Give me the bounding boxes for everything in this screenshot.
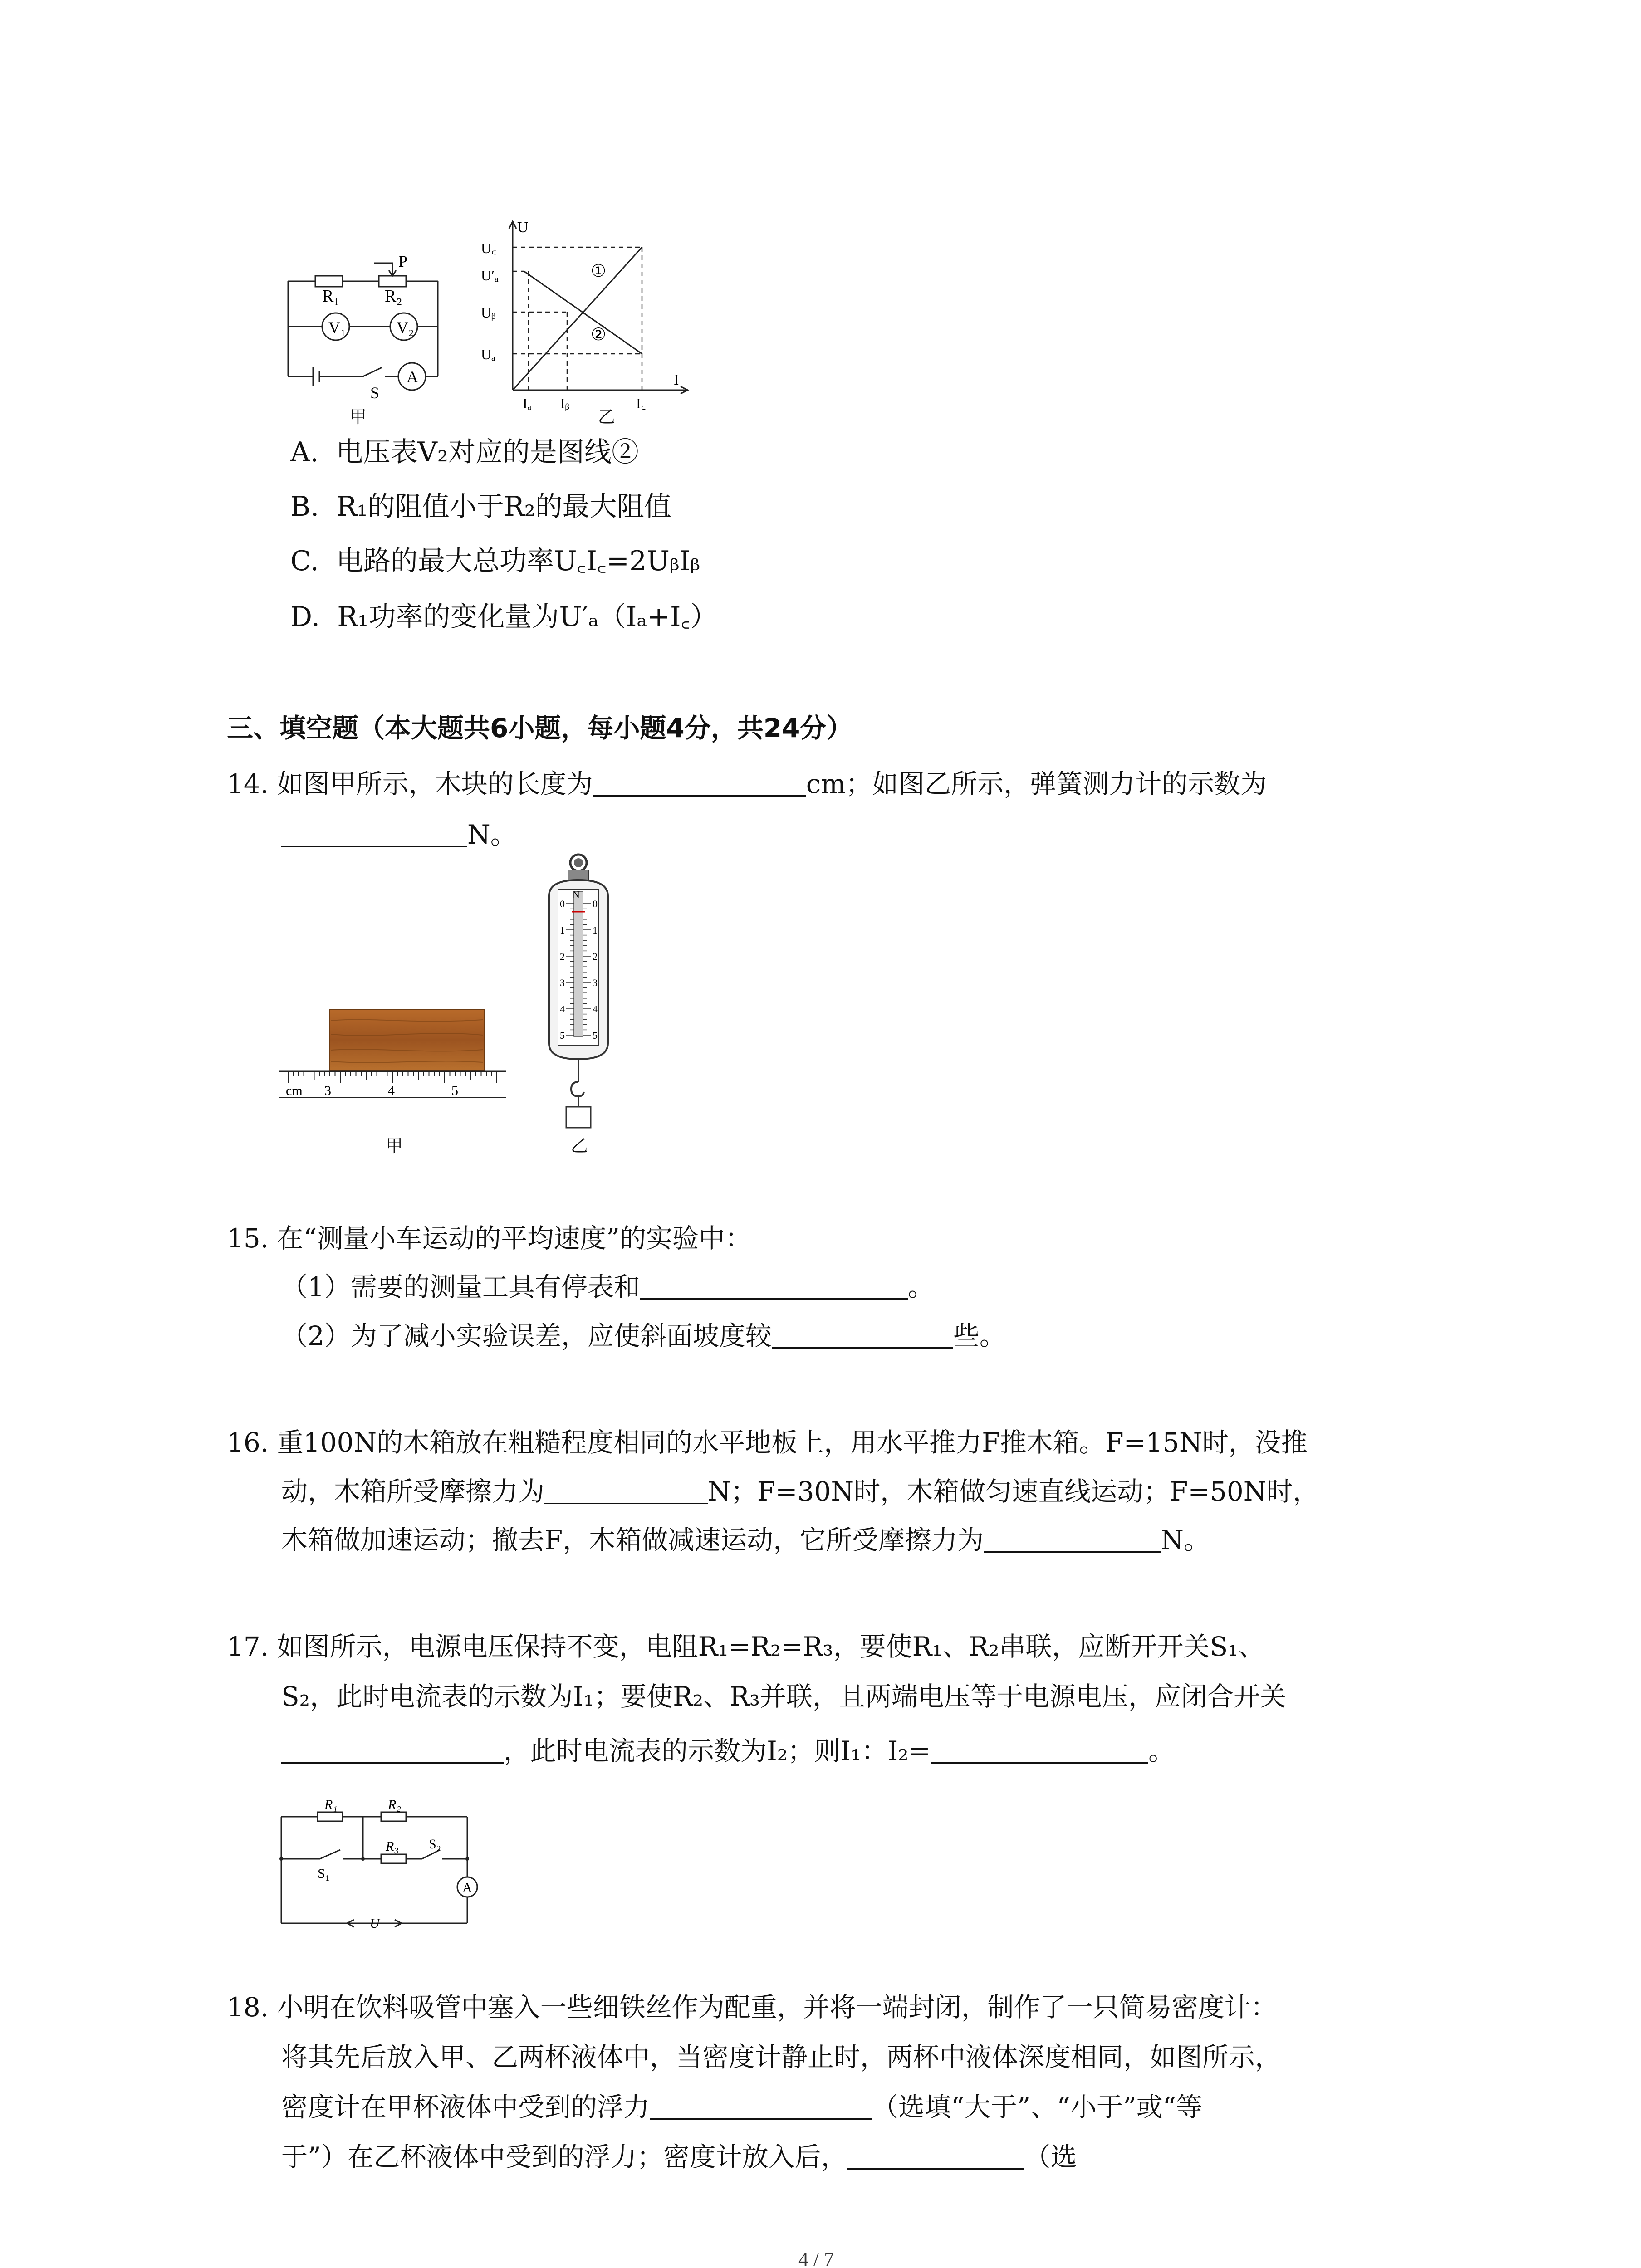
scale-tick-label: 4 [560,1003,565,1015]
q14-line2 [281,816,517,853]
q15-part2-text: （2）为了减小实验误差，应使斜面坡度较 [281,1320,772,1351]
ruler-tick-3: 3 [324,1083,331,1098]
option-text: 电路的最大总功率U꜀I꜀=2UᵦIᵦ [336,545,700,577]
uc-label: U꜀ [481,240,497,256]
q15-part1-text: （1）需要的测量工具有停表和 [281,1271,640,1302]
option-a [290,433,639,471]
q14-line1 [227,766,1267,802]
ui-graph-yi [472,213,699,413]
circuit-figure-jia [281,245,454,408]
q17-r1-label: R₁ [324,1797,338,1812]
option-text: 电压表V₂对应的是图线② [336,436,639,468]
spring-scale-figure [540,853,617,1134]
scale-tick-label: 1 [593,924,598,936]
i-axis-label: I [674,371,679,388]
r1-label: R₁ [322,287,340,306]
q14-text: 14. 如图甲所示，木块的长度为 [227,768,593,799]
q14-caption-yi: 乙 [571,1137,588,1156]
figure-caption-jia: 甲 [349,408,367,427]
r2-label: R₂ [385,287,402,306]
line-1-label: ① [591,262,607,281]
q16-text: 木箱做加速运动；撤去F，木箱做减速运动，它所受摩擦力为 [281,1525,984,1555]
option-letter: D. [290,601,320,633]
option-text: R₁功率的变化量为U′ₐ（Iₐ+I꜀） [337,601,718,633]
q17-s1-label: S₁ [318,1866,330,1881]
q17-r2-label: R₂ [388,1797,401,1812]
q14-caption-jia: 甲 [386,1137,403,1156]
q17-ammeter-label: A [462,1880,472,1895]
voltmeter-v1-label: V₁ [328,318,346,337]
option-b [290,488,671,526]
q18-text: 于”）在乙杯液体中受到的浮力；密度计放入后， [281,2141,847,2172]
scale-tick-label: 2 [560,951,565,962]
q15-part2 [281,1318,1006,1354]
ub-label: Uᵦ [481,304,496,321]
q18-text: （选 [1024,2141,1077,2172]
q17-line3 [281,1733,1175,1769]
q16-line2 [281,1473,1319,1510]
ua-label: Uₐ [481,346,495,362]
ruler-tick-5: 5 [451,1083,458,1098]
ruler-block-figure [279,1007,515,1116]
q16-line1: 16. 重100N的木箱放在粗糙程度相同的水平地板上，用水平推力F推木箱。F=15N时，没推 [227,1427,1308,1458]
q15-part2-end: 些。 [953,1320,1006,1351]
q18-line2: 将其先后放入甲、乙两杯液体中，当密度计静止时，两杯中液体深度相同，如图所示， [281,2042,1282,2072]
q18-answer-blank-2[interactable] [847,2141,1024,2170]
voltmeter-v2-label: V₂ [397,318,414,337]
q15-part1 [281,1269,934,1305]
ua-prime-label: U′ₐ [481,267,499,284]
option-d [290,598,717,636]
q15-part1-end: 。 [907,1271,934,1302]
option-letter: B. [290,491,319,523]
ic-label: I꜀ [636,395,646,411]
q17-r3-label: R₃ [386,1839,399,1854]
q17-text: 。 [1148,1735,1175,1766]
q16-line3 [281,1522,1210,1558]
scale-tick-label: 1 [560,924,565,936]
u-axis-label: U [517,219,529,236]
q17-text: ，此时电流表的示数为I₂；则I₁：I₂= [504,1735,931,1766]
q17-circuit-figure [272,1792,485,1937]
q17-answer-blank-1[interactable] [281,1735,504,1764]
q14-answer-blank-length[interactable] [593,768,806,797]
section-heading: 三、填空题（本大题共6小题，每小题4分，共24分） [227,713,853,743]
figure-caption-yi: 乙 [598,408,616,427]
q18-answer-blank-1[interactable] [650,2091,872,2120]
scale-tick-label: 5 [560,1030,565,1041]
q14-answer-blank-force[interactable] [281,819,467,847]
q16-text: N；F=30N时，木箱做匀速直线运动；F=50N时， [708,1476,1319,1507]
q17-line2: S₂，此时电流表的示数为I₁；要使R₂、R₃并联，且两端电压等于电源电压，应闭合开关 [281,1681,1286,1712]
scale-tick-label: 5 [593,1030,598,1041]
option-letter: C. [290,545,319,577]
q18-line4 [281,2139,1077,2175]
ib-label: Iᵦ [560,395,569,411]
q17-line1: 17. 如图所示，电源电压保持不变，电阻R₁=R₂=R₃，要使R₁、R₂串联，应断开开关S₁、 [227,1631,1265,1662]
q16-answer-blank-1[interactable] [544,1476,708,1504]
ia-label: Iₐ [523,395,532,411]
q18-text: （选填“大于”、“小于”或“等 [872,2092,1203,2122]
option-text: R₁的阻值小于R₂的最大阻值 [336,491,671,523]
slider-p-label: P [398,252,408,270]
scale-tick-label: 0 [560,898,565,909]
q15-answer-blank-2[interactable] [772,1320,953,1349]
scale-tick-label: 0 [593,898,598,909]
q18-line1: 18. 小明在饮料吸管中塞入一些细铁丝作为配重，并将一端封闭，制作了一只简易密度计： [227,1992,1277,2023]
ammeter-a-label: A [407,368,418,386]
q16-text: N。 [1161,1525,1210,1555]
option-c [290,542,700,580]
option-letter: A. [290,436,319,468]
switch-s-label: S [370,384,380,402]
q14-text-unit: cm；如图乙所示，弹簧测力计的示数为 [806,768,1267,799]
line-2-label: ② [591,325,607,344]
q14-text-unit2: N。 [467,819,517,850]
q18-line3 [281,2089,1202,2125]
q15-intro: 15. 在“测量小车运动的平均速度”的实验中： [227,1223,751,1254]
q17-voltage-label: U [370,1916,380,1931]
q17-s2-label: S₂ [429,1837,441,1852]
ruler-unit-label: cm [286,1083,303,1098]
page-number: 4 / 7 [798,2248,834,2268]
q17-answer-blank-2[interactable] [931,1735,1148,1764]
scale-tick-label: 3 [560,977,565,988]
q15-answer-blank-1[interactable] [640,1271,908,1300]
scale-unit-label: N [573,889,580,900]
q16-answer-blank-2[interactable] [984,1524,1161,1553]
q16-text: 动，木箱所受摩擦力为 [281,1476,545,1507]
scale-tick-label: 2 [593,951,598,962]
scale-tick-label: 4 [593,1003,598,1015]
q18-text: 密度计在甲杯液体中受到的浮力 [281,2092,650,2122]
scale-tick-label: 3 [593,977,598,988]
ruler-tick-4: 4 [388,1083,395,1098]
